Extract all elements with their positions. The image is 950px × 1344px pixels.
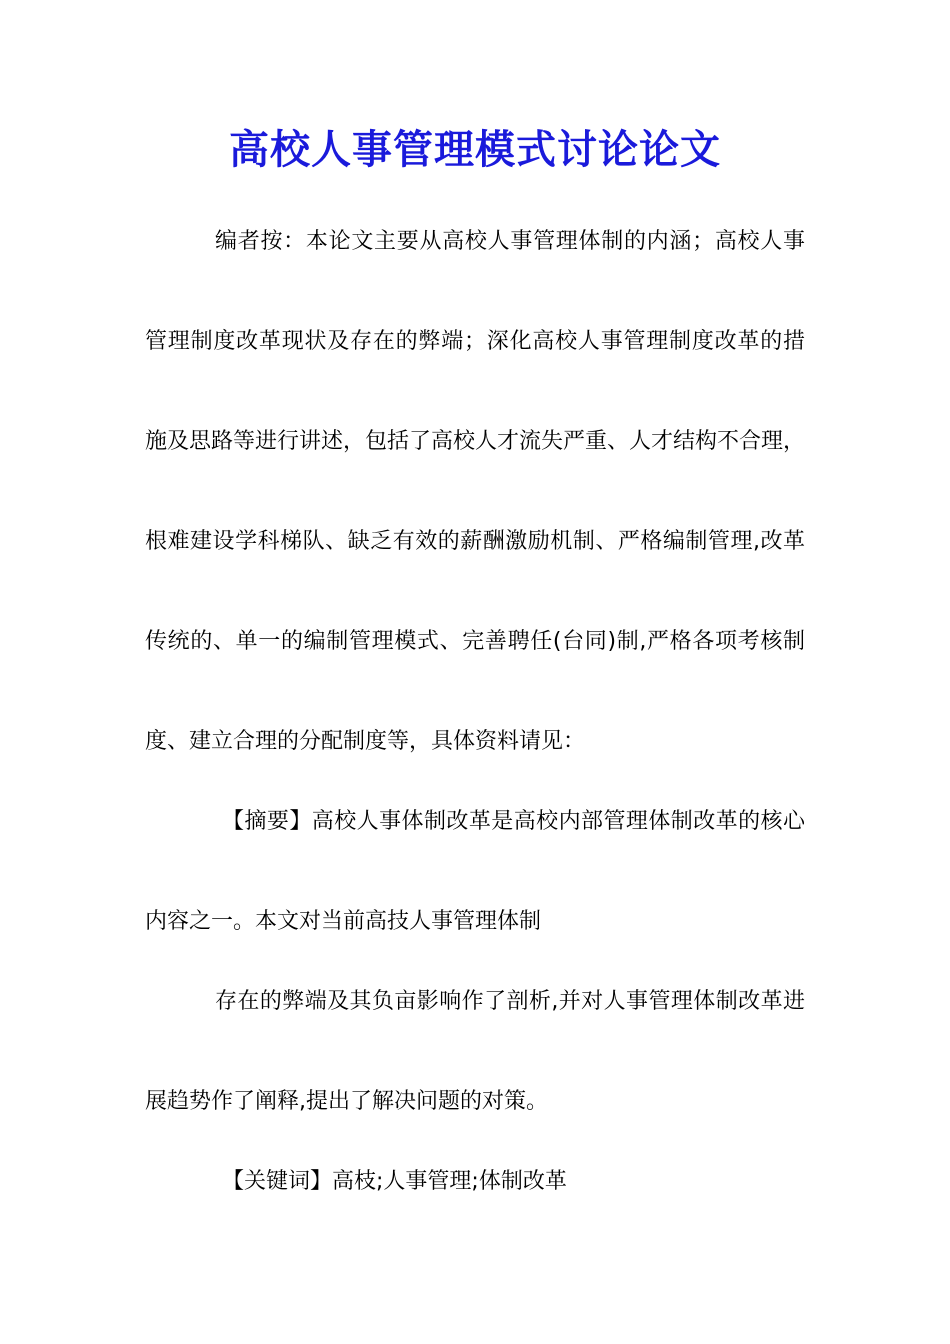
abstract-line-4: 展趋势作了阐释,提出了解决问题的对策。 bbox=[145, 1089, 548, 1114]
abstract-line-2: 内容之一。本文对当前高技人事管理体制 bbox=[145, 909, 542, 934]
editor-note-line-4: 根难建设学科梯队、缺乏有效的薪酬激励机制、严格编制管理,改革 bbox=[145, 529, 805, 554]
editor-note-line-5: 传统的、单一的编制管理模式、完善聘任(台同)制,严格各项考核制 bbox=[145, 629, 805, 654]
editor-note-line-2: 管理制度改革现状及存在的弊端；深化高校人事管理制度改革的措 bbox=[145, 329, 805, 354]
abstract-line-1: 【摘要】高校人事体制改革是高校内部管理体制改革的核心 bbox=[222, 809, 805, 834]
editor-note-line-1: 编者按：本论文主要从高校人事管理体制的内涵；高校人事 bbox=[215, 229, 805, 254]
editor-note-line-6: 度、建立合理的分配制度等，具体资料请见： bbox=[145, 729, 586, 754]
document-title: 高校人事管理模式讨论论文 bbox=[229, 126, 721, 173]
editor-note-line-3: 施及思路等进行讲述，包括了高校人才流失严重、人才结构不合理， bbox=[145, 429, 805, 454]
abstract-line-3: 存在的弊端及其负亩影响作了剖析,并对人事管理体制改革进 bbox=[215, 989, 805, 1014]
keywords-line: 【关键词】高枝;人事管理;体制改革 bbox=[222, 1169, 567, 1194]
